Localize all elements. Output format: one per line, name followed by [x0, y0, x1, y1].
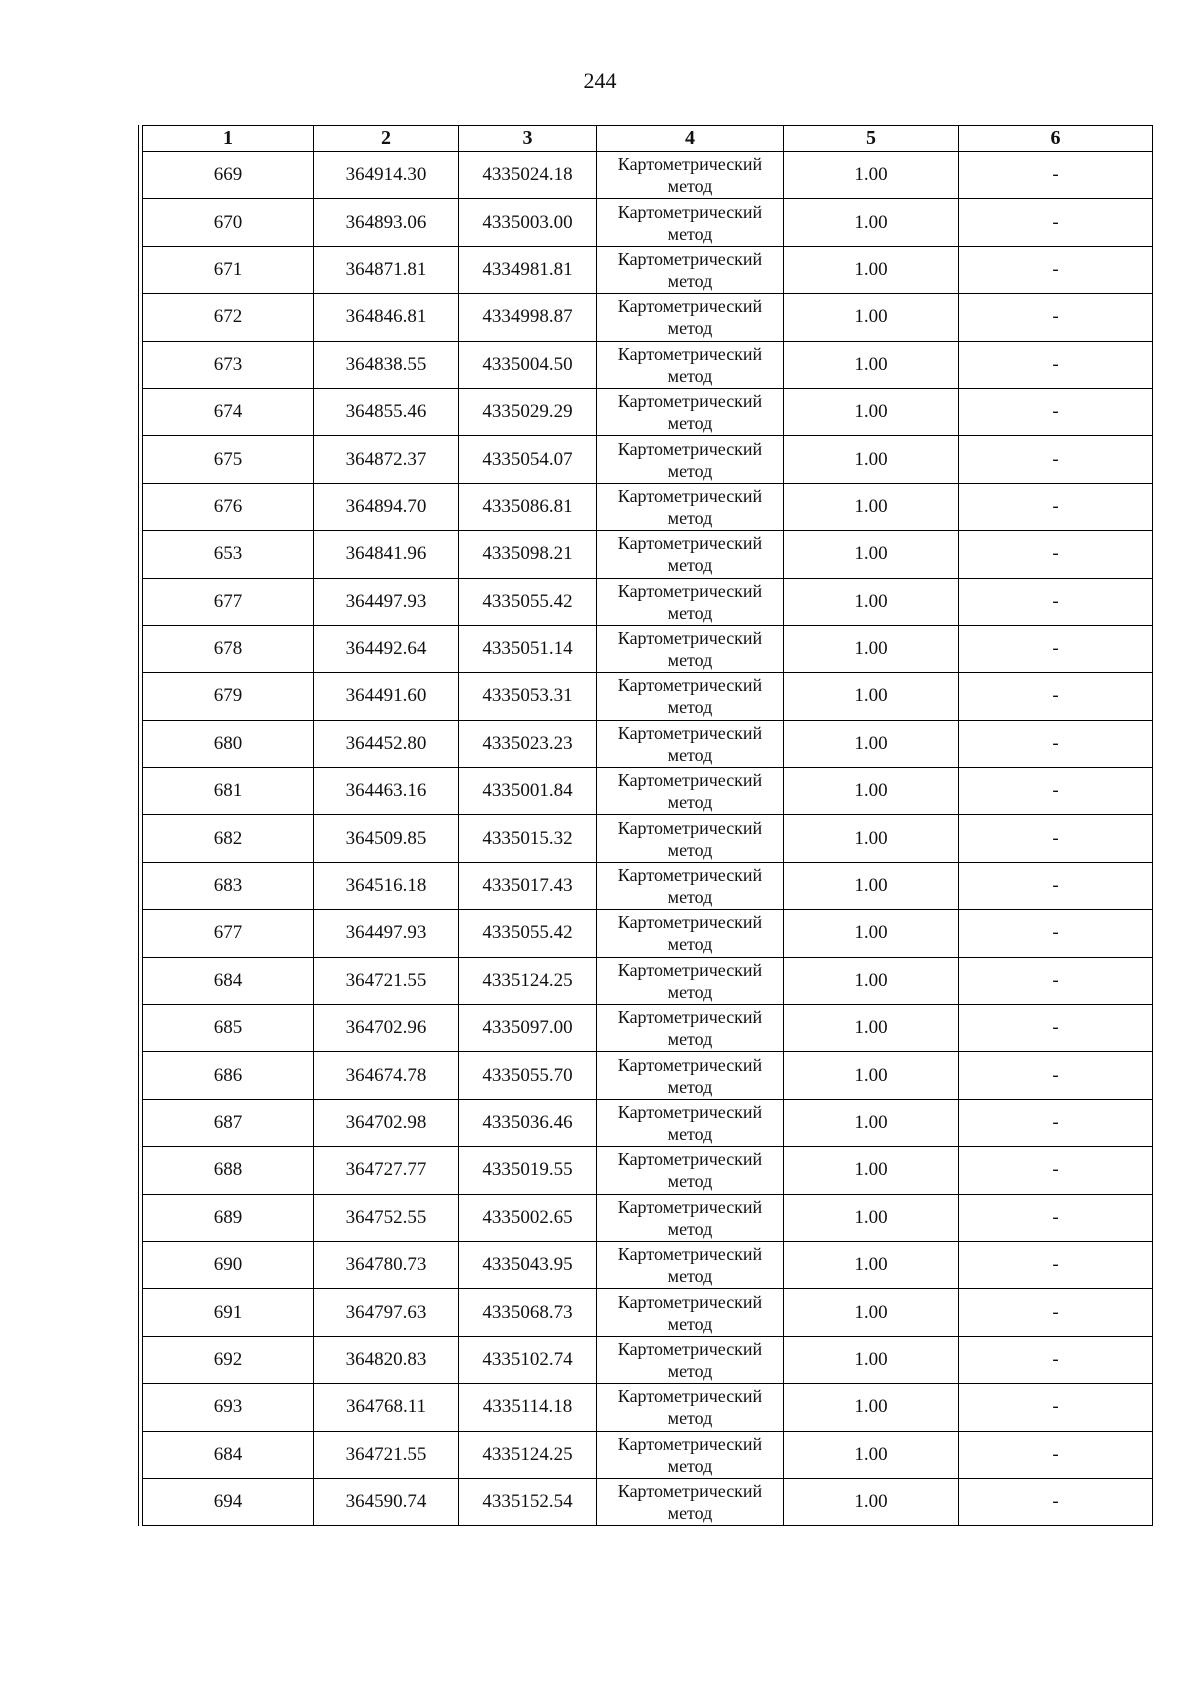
description-cell: - — [959, 673, 1153, 720]
method-line-1: Картометрический — [617, 154, 763, 175]
description-cell: - — [959, 483, 1153, 530]
description-cell: - — [959, 625, 1153, 672]
x-coordinate-cell: 364590.74 — [314, 1478, 459, 1525]
description-cell: - — [959, 862, 1153, 909]
table-header-row — [143, 126, 1153, 152]
x-coordinate-cell: 364497.93 — [314, 578, 459, 625]
method-line-2: метод — [667, 1218, 713, 1239]
point-number-cell: 669 — [143, 152, 314, 199]
table-row — [143, 815, 1153, 862]
table-row — [143, 862, 1153, 909]
method-line-2: метод — [667, 981, 713, 1002]
value-cell: 1.00 — [784, 388, 959, 435]
x-coordinate-cell: 364914.30 — [314, 152, 459, 199]
value-cell: 1.00 — [784, 1099, 959, 1146]
table-row — [143, 1194, 1153, 1241]
value-cell: 1.00 — [784, 1336, 959, 1383]
table-row — [143, 1384, 1153, 1431]
x-coordinate-cell: 364841.96 — [314, 531, 459, 578]
method-line-1: Картометрический — [617, 912, 763, 933]
table-row — [143, 673, 1153, 720]
method-line-1: Картометрический — [617, 391, 763, 412]
method-line-2: метод — [667, 792, 713, 813]
point-number-cell: 691 — [143, 1289, 314, 1336]
method-line-2: метод — [667, 1076, 713, 1097]
method-line-1: Картометрический — [617, 628, 763, 649]
method-line-1: Картометрический — [617, 533, 763, 554]
point-number-cell: 673 — [143, 341, 314, 388]
description-cell: - — [959, 436, 1153, 483]
table-row — [143, 436, 1153, 483]
method-line-2: метод — [667, 650, 713, 671]
method-line-2: метод — [667, 223, 713, 244]
method-line-2: метод — [667, 744, 713, 765]
description-cell: - — [959, 1099, 1153, 1146]
coordinates-table-wrapper — [138, 125, 1152, 1526]
method-cell — [597, 1099, 784, 1146]
x-coordinate-cell: 364702.96 — [314, 1005, 459, 1052]
method-line-1: Картометрический — [617, 1102, 763, 1122]
x-coordinate-cell: 364727.77 — [314, 1147, 459, 1194]
y-coordinate-cell: 4335023.23 — [459, 720, 597, 767]
y-coordinate-cell: 4335004.50 — [459, 341, 597, 388]
description-cell: - — [959, 957, 1153, 1004]
y-coordinate-cell: 4335019.55 — [459, 1147, 597, 1194]
method-cell — [597, 388, 784, 435]
method-line-1: Картометрический — [617, 248, 763, 269]
x-coordinate-cell: 364893.06 — [314, 199, 459, 246]
value-cell: 1.00 — [784, 1147, 959, 1194]
table-row — [143, 625, 1153, 672]
point-number-cell: 680 — [143, 720, 314, 767]
x-coordinate-cell: 364855.46 — [314, 388, 459, 435]
y-coordinate-cell: 4335017.43 — [459, 862, 597, 909]
y-coordinate-cell: 4335098.21 — [459, 531, 597, 578]
description-cell: - — [959, 388, 1153, 435]
x-coordinate-cell: 364768.11 — [314, 1384, 459, 1431]
method-line-1: Картометрический — [617, 343, 763, 364]
page-number: 244 — [583, 68, 617, 93]
y-coordinate-cell: 4335051.14 — [459, 625, 597, 672]
method-line-2: метод — [667, 839, 713, 860]
y-coordinate-cell: 4335114.18 — [459, 1384, 597, 1431]
point-number-cell: 687 — [143, 1099, 314, 1146]
method-line-2: метод — [667, 555, 713, 576]
table-row — [143, 1005, 1153, 1052]
column-header: 4 — [597, 126, 784, 152]
description-cell: - — [959, 815, 1153, 862]
x-coordinate-cell: 364509.85 — [314, 815, 459, 862]
method-line-2: метод — [667, 697, 713, 718]
method-line-1: Картометрический — [617, 722, 763, 743]
method-line-2: метод — [667, 1171, 713, 1192]
description-cell: - — [959, 720, 1153, 767]
y-coordinate-cell: 4335097.00 — [459, 1005, 597, 1052]
description-cell: - — [959, 1289, 1153, 1336]
method-line-2: метод — [667, 1503, 713, 1524]
y-coordinate-cell: 4335001.84 — [459, 768, 597, 815]
value-cell: 1.00 — [784, 1431, 959, 1478]
x-coordinate-cell: 364721.55 — [314, 957, 459, 1004]
point-number-cell: 677 — [143, 910, 314, 957]
point-number-cell: 684 — [143, 1431, 314, 1478]
value-cell: 1.00 — [784, 436, 959, 483]
description-cell: - — [959, 199, 1153, 246]
method-line-1: Картометрический — [617, 770, 763, 791]
method-line-2: метод — [667, 934, 713, 955]
value-cell: 1.00 — [784, 199, 959, 246]
column-header: 1 — [143, 126, 314, 152]
column-header: 5 — [784, 126, 959, 152]
method-line-2: метод — [667, 1360, 713, 1381]
method-line-1: Картометрический — [617, 1054, 763, 1075]
method-cell — [597, 673, 784, 720]
method-line-2: метод — [667, 318, 713, 339]
table-row — [143, 1289, 1153, 1336]
y-coordinate-cell: 4335024.18 — [459, 152, 597, 199]
table-row — [143, 957, 1153, 1004]
table-row — [143, 152, 1153, 199]
table-row — [143, 294, 1153, 341]
description-cell: - — [959, 531, 1153, 578]
point-number-cell: 684 — [143, 957, 314, 1004]
value-cell: 1.00 — [784, 862, 959, 909]
y-coordinate-cell: 4335068.73 — [459, 1289, 597, 1336]
method-line-2: метод — [667, 1408, 713, 1429]
table-row — [143, 1147, 1153, 1194]
value-cell: 1.00 — [784, 625, 959, 672]
table-row — [143, 388, 1153, 435]
description-cell: - — [959, 1194, 1153, 1241]
method-line-1: Картометрический — [617, 485, 763, 506]
method-line-2: метод — [667, 1455, 713, 1476]
method-cell — [597, 625, 784, 672]
description-cell: - — [959, 1147, 1153, 1194]
value-cell: 1.00 — [784, 1289, 959, 1336]
point-number-cell: 686 — [143, 1052, 314, 1099]
point-number-cell: 694 — [143, 1478, 314, 1525]
method-line-1: Картометрический — [617, 296, 763, 317]
method-cell — [597, 1431, 784, 1478]
x-coordinate-cell: 364838.55 — [314, 341, 459, 388]
value-cell: 1.00 — [784, 341, 959, 388]
value-cell: 1.00 — [784, 1384, 959, 1431]
y-coordinate-cell: 4335002.65 — [459, 1194, 597, 1241]
point-number-cell: 685 — [143, 1005, 314, 1052]
y-coordinate-cell: 4335043.95 — [459, 1241, 597, 1288]
method-cell — [597, 341, 784, 388]
point-number-cell: 676 — [143, 483, 314, 530]
method-line-1: Картометрический — [617, 1007, 763, 1028]
x-coordinate-cell: 364497.93 — [314, 910, 459, 957]
y-coordinate-cell: 4335102.74 — [459, 1336, 597, 1383]
description-cell: - — [959, 152, 1153, 199]
column-header: 2 — [314, 126, 459, 152]
description-cell: - — [959, 1336, 1153, 1383]
description-cell: - — [959, 1431, 1153, 1478]
method-line-1: Картометрический — [617, 1244, 763, 1265]
y-coordinate-cell: 4335055.42 — [459, 910, 597, 957]
x-coordinate-cell: 364820.83 — [314, 1336, 459, 1383]
value-cell: 1.00 — [784, 246, 959, 293]
method-cell — [597, 531, 784, 578]
value-cell: 1.00 — [784, 720, 959, 767]
point-number-cell: 670 — [143, 199, 314, 246]
point-number-cell: 683 — [143, 862, 314, 909]
table-row — [143, 531, 1153, 578]
method-line-1: Картометрический — [617, 865, 763, 886]
method-line-1: Картометрический — [617, 580, 763, 601]
method-line-1: Картометрический — [617, 959, 763, 980]
x-coordinate-cell: 364721.55 — [314, 1431, 459, 1478]
value-cell: 1.00 — [784, 673, 959, 720]
point-number-cell: 679 — [143, 673, 314, 720]
y-coordinate-cell: 4335124.25 — [459, 957, 597, 1004]
method-cell — [597, 483, 784, 530]
method-line-1: Картометрический — [617, 1433, 763, 1454]
table-row — [143, 910, 1153, 957]
y-coordinate-cell: 4335029.29 — [459, 388, 597, 435]
point-number-cell: 682 — [143, 815, 314, 862]
method-line-1: Картометрический — [617, 1481, 763, 1502]
method-cell — [597, 1194, 784, 1241]
table-row — [143, 1336, 1153, 1383]
x-coordinate-cell: 364894.70 — [314, 483, 459, 530]
table-row — [143, 483, 1153, 530]
value-cell: 1.00 — [784, 910, 959, 957]
y-coordinate-cell: 4335015.32 — [459, 815, 597, 862]
point-number-cell: 677 — [143, 578, 314, 625]
table-row — [143, 1241, 1153, 1288]
x-coordinate-cell: 364452.80 — [314, 720, 459, 767]
method-line-1: Картометрический — [617, 438, 763, 459]
method-line-2: метод — [667, 887, 713, 908]
method-line-2: метод — [667, 460, 713, 481]
value-cell: 1.00 — [784, 1005, 959, 1052]
description-cell: - — [959, 294, 1153, 341]
method-cell — [597, 1241, 784, 1288]
x-coordinate-cell: 364491.60 — [314, 673, 459, 720]
x-coordinate-cell: 364752.55 — [314, 1194, 459, 1241]
table-row — [143, 720, 1153, 767]
x-coordinate-cell: 364463.16 — [314, 768, 459, 815]
method-cell — [597, 1147, 784, 1194]
y-coordinate-cell: 4335054.07 — [459, 436, 597, 483]
value-cell: 1.00 — [784, 578, 959, 625]
y-coordinate-cell: 4335053.31 — [459, 673, 597, 720]
method-cell — [597, 1336, 784, 1383]
method-cell — [597, 152, 784, 199]
method-line-2: метод — [667, 176, 713, 197]
y-coordinate-cell: 4335055.42 — [459, 578, 597, 625]
value-cell: 1.00 — [784, 957, 959, 1004]
method-line-2: метод — [667, 1266, 713, 1287]
point-number-cell: 681 — [143, 768, 314, 815]
method-cell — [597, 294, 784, 341]
y-coordinate-cell: 4335124.25 — [459, 1431, 597, 1478]
method-cell — [597, 768, 784, 815]
value-cell: 1.00 — [784, 768, 959, 815]
description-cell: - — [959, 1005, 1153, 1052]
point-number-cell: 693 — [143, 1384, 314, 1431]
method-cell — [597, 199, 784, 246]
method-cell — [597, 1289, 784, 1336]
x-coordinate-cell: 364702.98 — [314, 1099, 459, 1146]
y-coordinate-cell: 4334981.81 — [459, 246, 597, 293]
x-coordinate-cell: 364492.64 — [314, 625, 459, 672]
point-number-cell: 692 — [143, 1336, 314, 1383]
value-cell: 1.00 — [784, 294, 959, 341]
table-row — [143, 341, 1153, 388]
table-row — [143, 1099, 1153, 1146]
table-row — [143, 199, 1153, 246]
value-cell: 1.00 — [784, 1241, 959, 1288]
method-line-2: метод — [667, 602, 713, 623]
y-coordinate-cell: 4334998.87 — [459, 294, 597, 341]
x-coordinate-cell: 364846.81 — [314, 294, 459, 341]
value-cell: 1.00 — [784, 152, 959, 199]
method-line-2: метод — [667, 1313, 713, 1334]
method-line-2: метод — [667, 1124, 713, 1144]
method-cell — [597, 1005, 784, 1052]
column-header: 6 — [959, 126, 1153, 152]
x-coordinate-cell: 364780.73 — [314, 1241, 459, 1288]
y-coordinate-cell: 4335152.54 — [459, 1478, 597, 1525]
point-number-cell: 674 — [143, 388, 314, 435]
value-cell: 1.00 — [784, 815, 959, 862]
value-cell: 1.00 — [784, 1478, 959, 1525]
method-cell — [597, 957, 784, 1004]
x-coordinate-cell: 364797.63 — [314, 1289, 459, 1336]
method-cell — [597, 910, 784, 957]
description-cell: - — [959, 910, 1153, 957]
method-line-1: Картометрический — [617, 1338, 763, 1359]
description-cell: - — [959, 1384, 1153, 1431]
method-line-2: метод — [667, 365, 713, 386]
y-coordinate-cell: 4335086.81 — [459, 483, 597, 530]
method-cell — [597, 1052, 784, 1099]
coordinates-table — [142, 125, 1153, 1526]
description-cell: - — [959, 1052, 1153, 1099]
point-number-cell: 690 — [143, 1241, 314, 1288]
value-cell: 1.00 — [784, 531, 959, 578]
point-number-cell: 688 — [143, 1147, 314, 1194]
method-cell — [597, 720, 784, 767]
method-line-1: Картометрический — [617, 675, 763, 696]
method-line-2: метод — [667, 1029, 713, 1050]
point-number-cell: 675 — [143, 436, 314, 483]
column-header: 3 — [459, 126, 597, 152]
y-coordinate-cell: 4335036.46 — [459, 1099, 597, 1146]
y-coordinate-cell: 4335055.70 — [459, 1052, 597, 1099]
value-cell: 1.00 — [784, 1052, 959, 1099]
table-row — [143, 1431, 1153, 1478]
point-number-cell: 653 — [143, 531, 314, 578]
x-coordinate-cell: 364516.18 — [314, 862, 459, 909]
table-row — [143, 1478, 1153, 1525]
method-cell — [597, 1384, 784, 1431]
description-cell: - — [959, 341, 1153, 388]
method-cell — [597, 1478, 784, 1525]
method-cell — [597, 815, 784, 862]
method-line-1: Картометрический — [617, 817, 763, 838]
method-line-2: метод — [667, 413, 713, 434]
method-cell — [597, 862, 784, 909]
point-number-cell: 672 — [143, 294, 314, 341]
x-coordinate-cell: 364872.37 — [314, 436, 459, 483]
value-cell: 1.00 — [784, 1194, 959, 1241]
description-cell: - — [959, 1478, 1153, 1525]
method-line-1: Картометрический — [617, 201, 763, 222]
method-line-2: метод — [667, 507, 713, 528]
description-cell: - — [959, 768, 1153, 815]
x-coordinate-cell: 364871.81 — [314, 246, 459, 293]
table-row — [143, 578, 1153, 625]
method-line-1: Картометрический — [617, 1386, 763, 1407]
description-cell: - — [959, 246, 1153, 293]
method-line-1: Картометрический — [617, 1196, 763, 1217]
description-cell: - — [959, 1241, 1153, 1288]
method-cell — [597, 436, 784, 483]
value-cell: 1.00 — [784, 483, 959, 530]
table-row — [143, 768, 1153, 815]
description-cell: - — [959, 578, 1153, 625]
table-row — [143, 246, 1153, 293]
method-line-1: Картометрический — [617, 1149, 763, 1170]
point-number-cell: 689 — [143, 1194, 314, 1241]
method-line-2: метод — [667, 270, 713, 291]
method-cell — [597, 578, 784, 625]
point-number-cell: 678 — [143, 625, 314, 672]
method-cell — [597, 246, 784, 293]
table-row — [143, 1052, 1153, 1099]
point-number-cell: 671 — [143, 246, 314, 293]
x-coordinate-cell: 364674.78 — [314, 1052, 459, 1099]
y-coordinate-cell: 4335003.00 — [459, 199, 597, 246]
method-line-1: Картометрический — [617, 1291, 763, 1312]
